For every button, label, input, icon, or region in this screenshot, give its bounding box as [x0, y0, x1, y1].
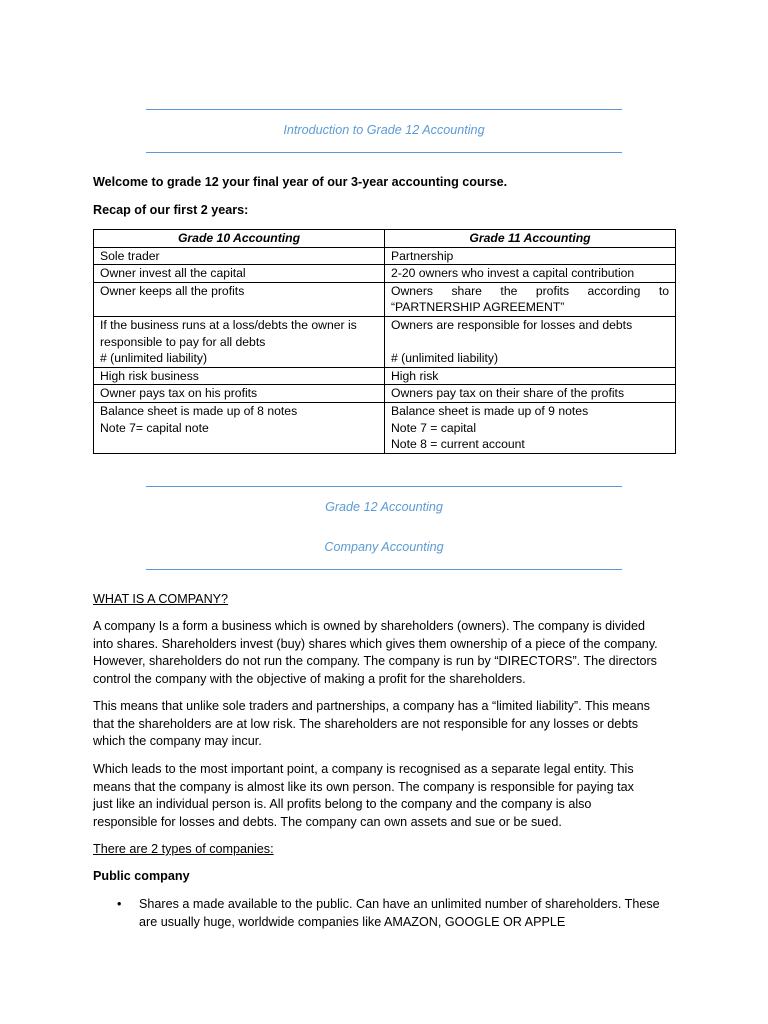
header-rule-top [146, 109, 622, 110]
bullet-line: Shares a made available to the public. Can have an unlimited number of shareholders. These [139, 897, 660, 911]
table-row [94, 247, 676, 265]
paragraph-line: just like an individual person is. All profits belong to the company and the company is also [93, 797, 592, 811]
table-cell [94, 402, 385, 453]
table-cell [385, 367, 676, 385]
table-cell [385, 282, 676, 316]
bullet-icon: • [117, 897, 122, 911]
public-company-heading: Public company [93, 869, 190, 883]
cell-line: Owner invest all the capital [100, 266, 246, 281]
cell-line: Owners pay tax on their share of the profits [391, 386, 625, 401]
table-cell [94, 265, 385, 283]
paragraph-line: means that the company is almost like its own person. The company is responsible for paying tax [93, 779, 634, 794]
table-row [94, 367, 676, 385]
cell-line: Note 7 = capital [391, 420, 477, 435]
cell-line: 2-20 owners who invest a capital contribution [391, 266, 635, 281]
paragraph-line: This means that unlike sole traders and partnerships, a company has a “limited liability”. This means [93, 699, 650, 713]
table-cell [94, 385, 385, 403]
section-rule-bottom [146, 569, 622, 570]
recap-line: Recap of our first 2 years: [93, 203, 249, 217]
table-row [94, 265, 676, 283]
cell-line: # (unlimited liability) [391, 351, 499, 366]
table-header-cell: Grade 10 Accounting [94, 230, 385, 248]
table-cell [385, 316, 676, 367]
table-cell [385, 385, 676, 403]
paragraph [93, 618, 675, 688]
cell-line: Owner keeps all the profits [100, 283, 245, 298]
cell-line: Owners are responsible for losses and debts [391, 317, 633, 332]
paragraph-line: responsible for losses and debts. The company can own assets and sue or be sued. [93, 814, 562, 829]
paragraph-line: Which leads to the most important point, a company is recognised as a separate legal entity. This [93, 762, 634, 776]
list-item [117, 896, 675, 932]
paragraph-line: that the shareholders are at low risk. The shareholders are not responsible for any losses or debts [93, 716, 639, 731]
cell-line: “PARTNERSHIP AGREEMENT” [391, 300, 565, 315]
document-title: Introduction to Grade 12 Accounting [283, 123, 485, 137]
section-title: Grade 12 Accounting [325, 500, 443, 514]
paragraph-line: control the company with the objective of making a profit for the shareholders. [93, 671, 526, 686]
cell-line: responsible to pay for all debts [100, 334, 266, 349]
table-cell [94, 367, 385, 385]
cell-line: Owners share the profits according to [391, 283, 669, 298]
types-heading: There are 2 types of companies: [93, 842, 274, 856]
table-cell [385, 247, 676, 265]
section-subtitle: Company Accounting [324, 540, 444, 554]
cell-line: If the business runs at a loss/debts the owner is [100, 317, 357, 332]
paragraph-line: A company Is a form a business which is owned by shareholders (owners). The company is divided [93, 619, 646, 633]
table-header-cell: Grade 11 Accounting [385, 230, 676, 248]
cell-line: Balance sheet is made up of 9 notes [391, 403, 589, 418]
what-is-heading: WHAT IS A COMPANY? [93, 592, 229, 606]
cell-line: Partnership [391, 248, 454, 263]
table-cell [94, 247, 385, 265]
header-rule-bottom [146, 152, 622, 153]
cell-line [391, 334, 669, 351]
cell-line: # (unlimited liability) [100, 351, 208, 366]
section-rule-top [146, 486, 622, 487]
table-cell [385, 265, 676, 283]
cell-line: Owner pays tax on his profits [100, 386, 258, 401]
paragraph-line: which the company may incur. [93, 734, 262, 748]
paragraph [93, 761, 675, 831]
paragraph-line: However, shareholders do not run the company. The company is run by “DIRECTORS”. The directors [93, 654, 657, 668]
cell-line: Sole trader [100, 248, 160, 263]
table-row [94, 316, 676, 367]
paragraph [93, 698, 675, 751]
cell-line: High risk business [100, 368, 199, 383]
table-cell [94, 282, 385, 316]
cell-line: Note 7= capital note [100, 420, 209, 435]
paragraph-line: into shares. Shareholders invest (buy) shares which gives them ownership of a piece of the company. [93, 636, 658, 651]
cell-line: Note 8 = current account [391, 437, 525, 452]
cell-line: Balance sheet is made up of 8 notes [100, 403, 298, 418]
table-row [94, 282, 676, 316]
table-cell [94, 316, 385, 367]
table-header-row [94, 230, 676, 248]
bullet-line: are usually huge, worldwide companies like AMAZON, GOOGLE OR APPLE [139, 914, 566, 929]
table-row [94, 385, 676, 403]
cell-line: High risk [391, 368, 439, 383]
table-row [94, 402, 676, 453]
recap-table [93, 229, 676, 454]
welcome-line: Welcome to grade 12 your final year of our 3-year accounting course. [93, 175, 508, 189]
table-cell [385, 402, 676, 453]
bullet-text [139, 896, 660, 931]
